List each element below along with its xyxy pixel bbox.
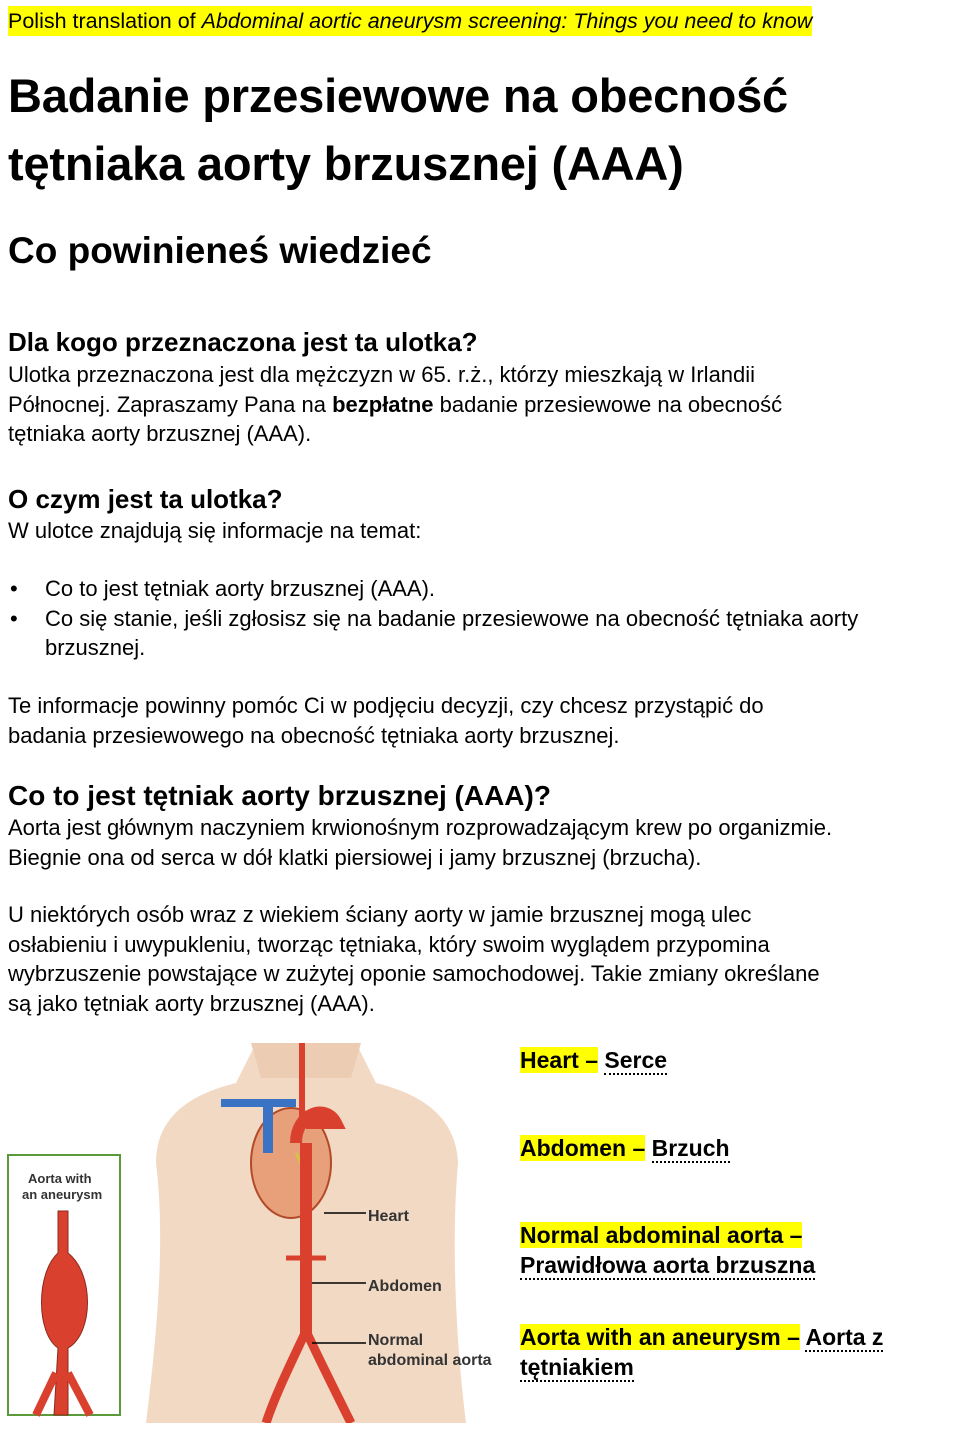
- section-body-aneurysm: [8, 900, 958, 1018]
- body-line: Ulotka przeznaczona jest dla mężczyzn w 65. r.ż., którzy mieszkają w Irlandii: [8, 362, 756, 387]
- legend-item-aneurysm: [520, 1322, 940, 1382]
- illus-label-normal-1: Normal: [368, 1332, 424, 1349]
- body-line: [8, 390, 958, 420]
- section-closing-about: [8, 691, 958, 750]
- body-bold-text: bezpłatne: [332, 391, 434, 417]
- legend-item-heart: [520, 1045, 940, 1075]
- inset-label-1: Aorta with: [28, 1171, 92, 1186]
- body-line: są jako tętniak aorty brzusznej (AAA).: [8, 990, 375, 1016]
- legend-english: Abdomen –: [520, 1135, 646, 1161]
- body-line: wybrzuszenie powstające w zużytej oponie samochodowej. Takie zmiany określane: [8, 961, 820, 986]
- body-line: Aorta jest głównym naczyniem krwionośnym rozprowadzającym krew po organizmie.: [8, 815, 833, 840]
- body-line: badania przesiewowego na obecność tętniaka aorty brzusznej.: [8, 722, 620, 748]
- legend-english: Heart –: [520, 1047, 598, 1073]
- page-title-line-2: tętniaka aorty brzusznej (AAA): [8, 137, 684, 190]
- legend-polish: Serce: [604, 1047, 668, 1073]
- legend-english: Aorta with an aneurysm –: [520, 1324, 800, 1350]
- illus-label-heart: Heart: [368, 1208, 409, 1225]
- legend-polish: Aorta z: [805, 1324, 884, 1350]
- legend-polish-cont: tętniakiem: [520, 1354, 634, 1380]
- neck-shape: [251, 1043, 361, 1078]
- body-text: Północnej. Zapraszamy Pana na: [8, 391, 333, 417]
- legend-polish: Brzuch: [651, 1135, 730, 1161]
- section-heading-about: O czym jest ta ulotka?: [8, 484, 283, 514]
- page-title-line-1: Badanie przesiewowe na obecność: [8, 69, 788, 122]
- topic-list: [8, 574, 958, 663]
- body-line: Te informacje powinny pomóc Ci w podjęciu decyzji, czy chcesz przystąpić do: [8, 693, 764, 718]
- banner-title: Abdominal aortic aneurysm screening: Things you need to know: [201, 9, 813, 33]
- bullet-icon: •: [10, 605, 18, 631]
- translation-banner: [8, 6, 812, 36]
- body-line: Biegnie ona od serca w dół klatki piersiowej i jamy brzusznej (brzucha).: [8, 844, 702, 870]
- list-item-text: Co to jest tętniak aorty brzusznej (AAA).: [45, 576, 436, 601]
- body-line: osłabieniu i uwypukleniu, tworząc tętniaka, który swoim wyglądem przypomina: [8, 931, 770, 957]
- banner-prefix: Polish translation of: [8, 9, 202, 33]
- anatomy-diagram: [6, 1043, 506, 1423]
- anatomy-illustration: [6, 1043, 506, 1423]
- illus-label-abdomen: Abdomen: [368, 1278, 442, 1295]
- body-text: badanie przesiewowe na obecność: [433, 391, 783, 417]
- section-body-who: [8, 360, 958, 449]
- legend-item-abdomen: [520, 1133, 940, 1163]
- section-body-aorta: [8, 813, 958, 872]
- list-item: [8, 604, 925, 663]
- legend-item-normal-aorta: [520, 1220, 940, 1280]
- section-heading-who: Dla kogo przeznaczona jest ta ulotka?: [8, 327, 478, 357]
- body-line: tętniaka aorty brzusznej (AAA).: [8, 421, 312, 446]
- page-title: [8, 62, 788, 198]
- inset-label-2: an aneurysm: [22, 1187, 103, 1202]
- list-item: [8, 574, 958, 604]
- bullet-icon: •: [10, 576, 18, 601]
- body-line: U niektórych osób wraz z wiekiem ściany aorty w jamie brzusznej mogą ulec: [8, 902, 752, 927]
- legend-english: Normal abdominal aorta –: [520, 1222, 803, 1248]
- legend-polish: Prawidłowa aorta brzuszna: [520, 1252, 816, 1278]
- page-subtitle: Co powinieneś wiedzieć: [8, 230, 432, 271]
- illus-label-normal-2: abdominal aorta: [368, 1352, 492, 1369]
- section-heading-what-is-aaa: Co to jest tętniak aorty brzusznej (AAA)?: [8, 780, 551, 811]
- list-item-text: Co się stanie, jeśli zgłosisz się na badanie przesiewowe na obecność tętniaka aorty brzusznej.: [45, 605, 859, 660]
- section-intro-about: W ulotce znajdują się informacje na temat:: [8, 518, 422, 543]
